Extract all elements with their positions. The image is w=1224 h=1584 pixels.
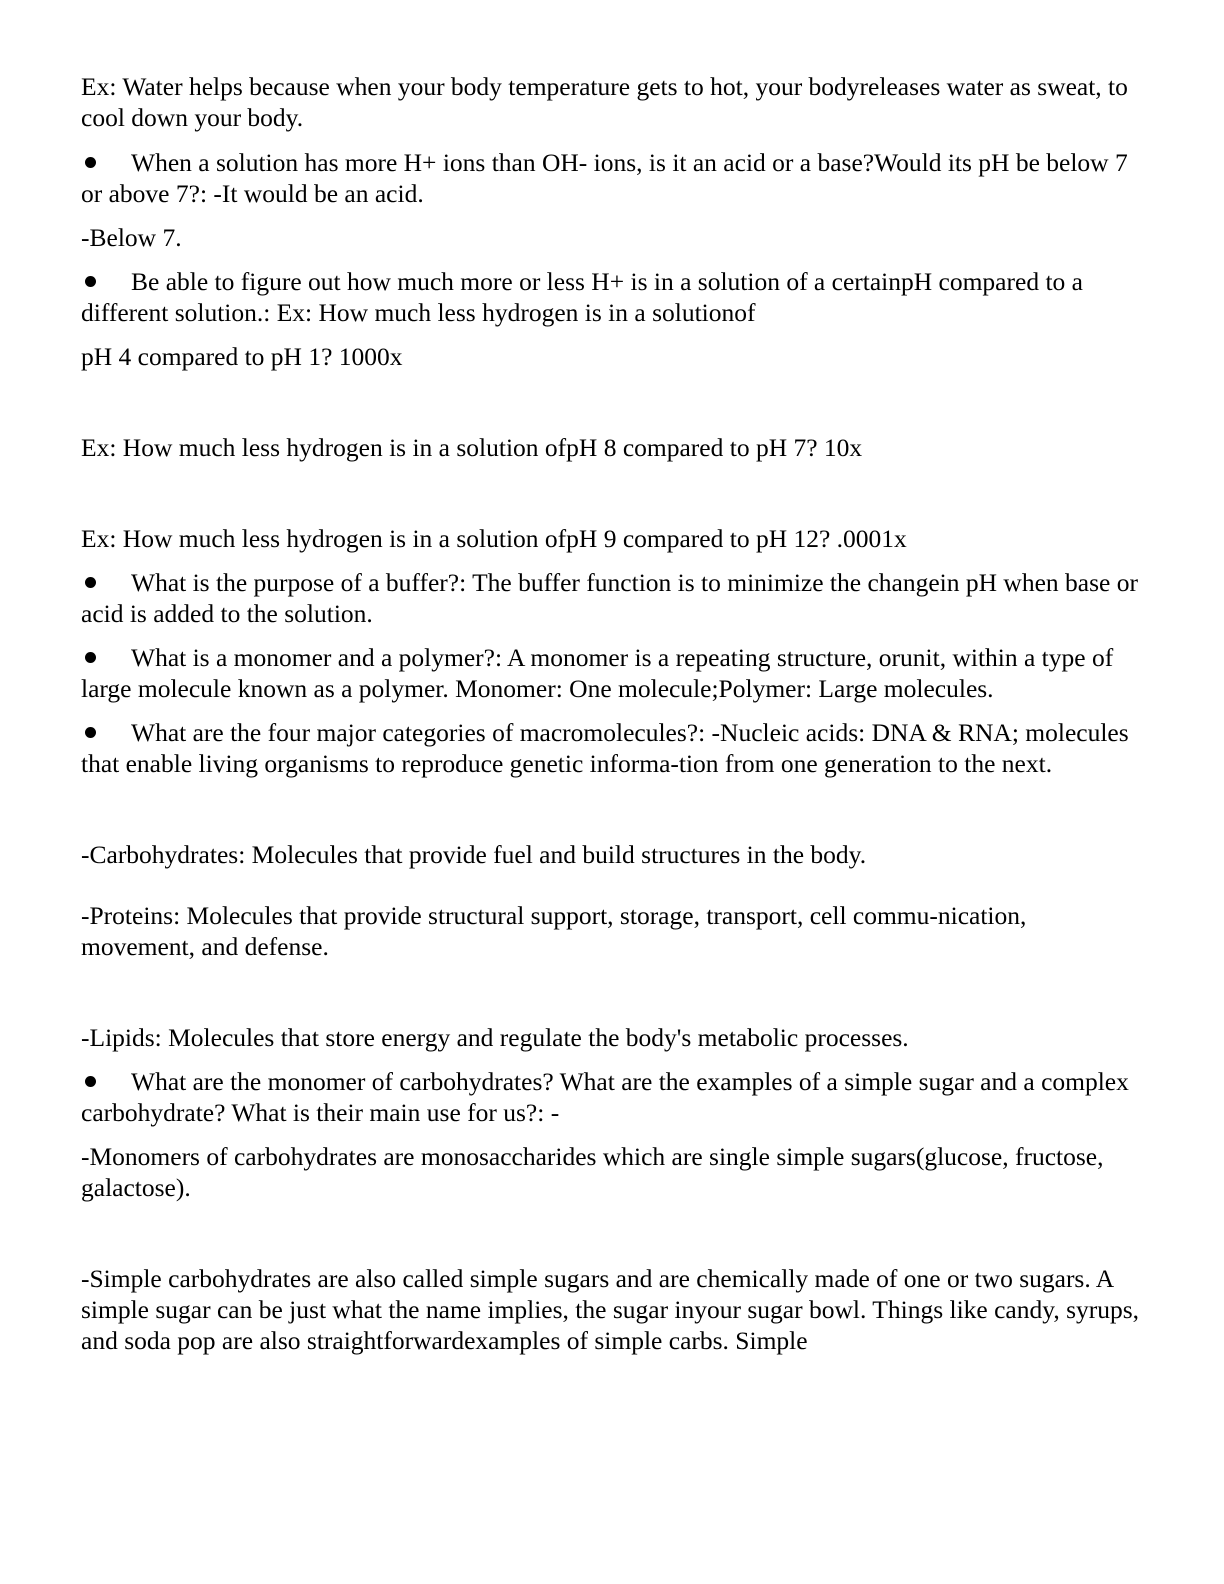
bullet-text: What are the four major categories of macromolecules?: -Nucleic acids: DNA & RNA; molecules that enable living organisms to reproduce genetic informa-tion from one generation to the next. [81,718,1129,778]
bullet-macromolecule-categories [81,717,1141,779]
bullet-text: Be able to figure out how much more or less H+ is in a solution of a certainpH compared to a different solution.: Ex: How much less hydrogen is in a solutionof [81,267,1083,327]
bullet-icon [85,577,96,588]
paragraph-simple-carbohydrates: -Simple carbohydrates are also called simple sugars and are chemically made of one or two sugars. A simple sugar can be just what the name implies, the sugar inyour sugar bowl. Things like candy, syrups, and soda pop are also straightforwardexamples of simple carbs. Simple [81,1264,1140,1355]
bullet-monomer-polymer [81,642,1141,704]
document-page [81,71,1141,1356]
bullet-icon [85,727,96,738]
bullet-icon [85,652,96,663]
bullet-h-ion-comparison [81,266,1141,328]
bullet-icon [85,157,96,168]
paragraph-lipids: -Lipids: Molecules that store energy and regulate the body's metabolic processes. [81,1023,909,1052]
paragraph-ph8-vs-ph7: Ex: How much less hydrogen is in a solution ofpH 8 compared to pH 7? 10x [81,433,863,462]
bullet-buffer-purpose [81,567,1141,629]
paragraph-ph4-vs-ph1: pH 4 compared to pH 1? 1000x [81,342,403,371]
bullet-carbohydrate-monomer [81,1066,1141,1128]
bullet-text: What is a monomer and a polymer?: A monomer is a repeating structure, orunit, within a type of large molecule known as a polymer. Monomer: One molecule;Polymer: Large molecules. [81,643,1114,703]
bullet-icon [85,1076,96,1087]
bullet-acid-or-base [81,147,1141,209]
paragraph-ph9-vs-ph12: Ex: How much less hydrogen is in a solution ofpH 9 compared to pH 12? .0001x [81,524,907,553]
paragraph-water-sweat: Ex: Water helps because when your body temperature gets to hot, your bodyreleases water as sweat, to cool down your body. [81,72,1128,132]
paragraph-below-7: -Below 7. [81,223,182,252]
bullet-text: What are the monomer of carbohydrates? What are the examples of a simple sugar and a complex carbohydrate? What is their main use for us?: - [81,1067,1129,1127]
paragraph-proteins: -Proteins: Molecules that provide structural support, storage, transport, cell commu-nication, movement, and defense. [81,901,1027,961]
bullet-icon [85,276,96,287]
bullet-text: What is the purpose of a buffer?: The buffer function is to minimize the changein pH when base or acid is added to the solution. [81,568,1138,628]
paragraph-carbohydrates: -Carbohydrates: Molecules that provide fuel and build structures in the body. [81,840,867,869]
paragraph-monosaccharides: -Monomers of carbohydrates are monosaccharides which are single simple sugars(glucose, fructose, galactose). [81,1142,1104,1202]
bullet-text: When a solution has more H+ ions than OH- ions, is it an acid or a base?Would its pH be below 7 or above 7?: -It would be an acid. [81,148,1128,208]
